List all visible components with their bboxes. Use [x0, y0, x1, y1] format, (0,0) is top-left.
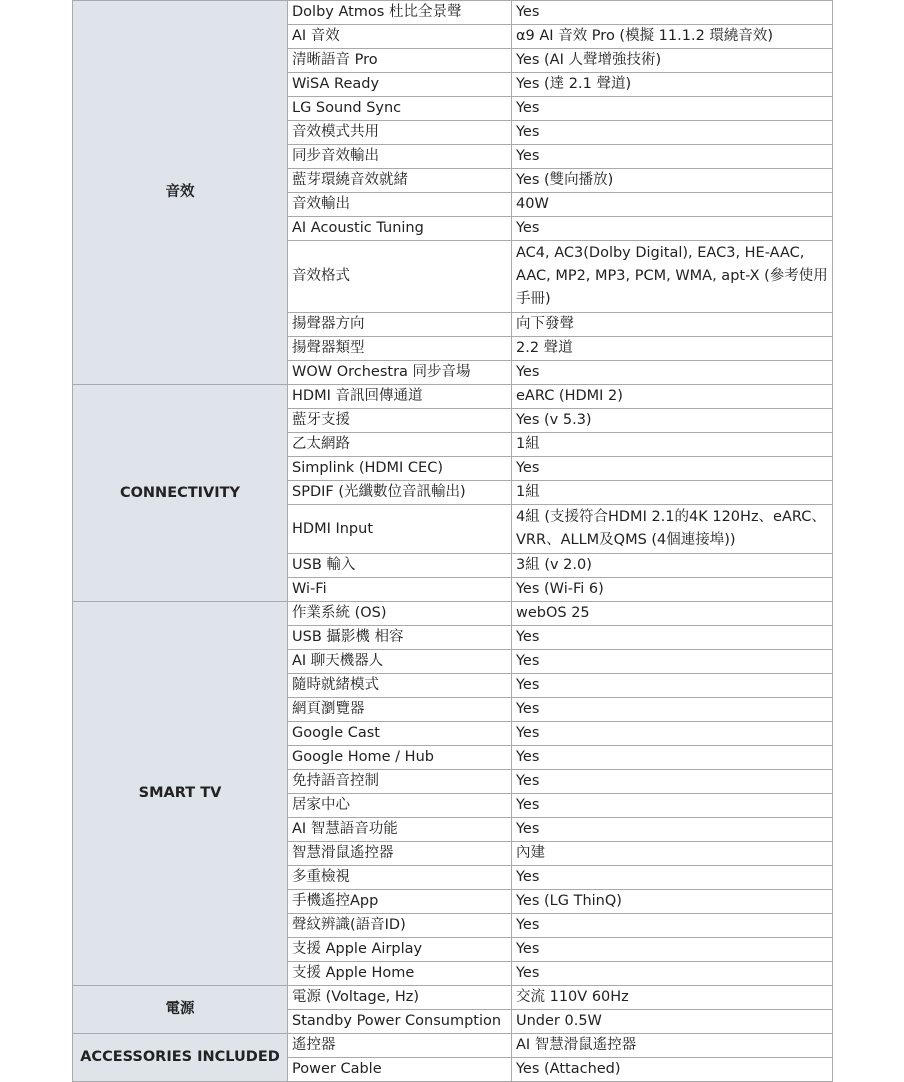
spec-value: AI 智慧滑鼠遙控器	[512, 1034, 833, 1058]
spec-label: 網頁瀏覽器	[288, 698, 512, 722]
spec-label: 支援 Apple Home	[288, 962, 512, 986]
spec-row	[73, 986, 833, 1010]
spec-value: 1組	[512, 481, 833, 505]
spec-label: Google Home / Hub	[288, 746, 512, 770]
spec-label: WiSA Ready	[288, 73, 512, 97]
spec-label: Simplink (HDMI CEC)	[288, 457, 512, 481]
spec-label: 手機遙控App	[288, 890, 512, 914]
spec-label: 音效模式共用	[288, 121, 512, 145]
spec-value: 內建	[512, 842, 833, 866]
spec-label: 乙太網路	[288, 433, 512, 457]
spec-label: SPDIF (光纖數位音訊輸出)	[288, 481, 512, 505]
spec-label: AI 智慧語音功能	[288, 818, 512, 842]
spec-label: AI Acoustic Tuning	[288, 217, 512, 241]
spec-label: AI 聊天機器人	[288, 650, 512, 674]
spec-value: Under 0.5W	[512, 1010, 833, 1034]
spec-label: 同步音效輸出	[288, 145, 512, 169]
spec-row	[73, 1034, 833, 1058]
spec-value: Yes	[512, 121, 833, 145]
spec-label: 清晰語音 Pro	[288, 49, 512, 73]
spec-value: Yes (AI 人聲增強技術)	[512, 49, 833, 73]
spec-value: Yes	[512, 97, 833, 121]
spec-value: α9 AI 音效 Pro (模擬 11.1.2 環繞音效)	[512, 25, 833, 49]
spec-value: Yes	[512, 746, 833, 770]
spec-value: 4組 (支援符合HDMI 2.1的4K 120Hz、eARC、VRR、ALLM及QMS (4個連接埠))	[512, 505, 833, 554]
spec-value: Yes (Wi-Fi 6)	[512, 578, 833, 602]
spec-value: Yes (LG ThinQ)	[512, 890, 833, 914]
spec-value: Yes	[512, 457, 833, 481]
spec-row	[73, 602, 833, 626]
spec-value: AC4, AC3(Dolby Digital), EAC3, HE-AAC, AAC, MP2, MP3, PCM, WMA, apt-X (參考使用手冊)	[512, 241, 833, 313]
spec-value: Yes	[512, 650, 833, 674]
spec-label: 聲紋辨識(語音ID)	[288, 914, 512, 938]
spec-value: 交流 110V 60Hz	[512, 986, 833, 1010]
spec-table-body	[73, 1, 833, 1082]
spec-label: 支援 Apple Airplay	[288, 938, 512, 962]
spec-table	[72, 0, 833, 1082]
spec-value: webOS 25	[512, 602, 833, 626]
spec-label: 居家中心	[288, 794, 512, 818]
spec-label: Google Cast	[288, 722, 512, 746]
spec-value: Yes	[512, 722, 833, 746]
spec-row	[73, 385, 833, 409]
spec-value: 2.2 聲道	[512, 337, 833, 361]
spec-value: Yes	[512, 770, 833, 794]
section-category-label: ACCESSORIES INCLUDED	[73, 1034, 288, 1082]
spec-value: Yes	[512, 938, 833, 962]
spec-value: 40W	[512, 193, 833, 217]
spec-label: 智慧滑鼠遙控器	[288, 842, 512, 866]
spec-value: Yes	[512, 626, 833, 650]
spec-label: Power Cable	[288, 1058, 512, 1082]
spec-label: 藍芽環繞音效就緒	[288, 169, 512, 193]
spec-label: 多重檢視	[288, 866, 512, 890]
spec-value: Yes (v 5.3)	[512, 409, 833, 433]
spec-label: 免持語音控制	[288, 770, 512, 794]
spec-label: Standby Power Consumption	[288, 1010, 512, 1034]
spec-value: 1組	[512, 433, 833, 457]
spec-label: AI 音效	[288, 25, 512, 49]
spec-label: LG Sound Sync	[288, 97, 512, 121]
spec-label: 作業系統 (OS)	[288, 602, 512, 626]
spec-value: Yes	[512, 866, 833, 890]
spec-value: eARC (HDMI 2)	[512, 385, 833, 409]
spec-value: Yes (Attached)	[512, 1058, 833, 1082]
spec-label: 揚聲器方向	[288, 313, 512, 337]
spec-label: USB 攝影機 相容	[288, 626, 512, 650]
section-category-label: CONNECTIVITY	[73, 385, 288, 602]
spec-label: 遙控器	[288, 1034, 512, 1058]
spec-label: Dolby Atmos 杜比全景聲	[288, 1, 512, 25]
spec-label: 音效格式	[288, 241, 512, 313]
spec-label: 音效輸出	[288, 193, 512, 217]
spec-value: Yes	[512, 361, 833, 385]
spec-value: 3組 (v 2.0)	[512, 554, 833, 578]
section-category-label: 音效	[73, 1, 288, 385]
spec-value: 向下發聲	[512, 313, 833, 337]
spec-value: Yes	[512, 818, 833, 842]
spec-value: Yes	[512, 914, 833, 938]
spec-label: 隨時就緒模式	[288, 674, 512, 698]
spec-value: Yes (達 2.1 聲道)	[512, 73, 833, 97]
spec-value: Yes (雙向播放)	[512, 169, 833, 193]
spec-label: WOW Orchestra 同步音場	[288, 361, 512, 385]
spec-value: Yes	[512, 1, 833, 25]
spec-label: 藍牙支援	[288, 409, 512, 433]
spec-value: Yes	[512, 794, 833, 818]
spec-label: HDMI Input	[288, 505, 512, 554]
spec-label: 電源 (Voltage, Hz)	[288, 986, 512, 1010]
spec-row	[73, 1, 833, 25]
spec-value: Yes	[512, 698, 833, 722]
section-category-label: SMART TV	[73, 602, 288, 986]
spec-label: 揚聲器類型	[288, 337, 512, 361]
spec-value: Yes	[512, 962, 833, 986]
spec-value: Yes	[512, 217, 833, 241]
spec-value: Yes	[512, 674, 833, 698]
spec-label: HDMI 音訊回傳通道	[288, 385, 512, 409]
spec-label: USB 輸入	[288, 554, 512, 578]
section-category-label: 電源	[73, 986, 288, 1034]
spec-value: Yes	[512, 145, 833, 169]
spec-label: Wi-Fi	[288, 578, 512, 602]
